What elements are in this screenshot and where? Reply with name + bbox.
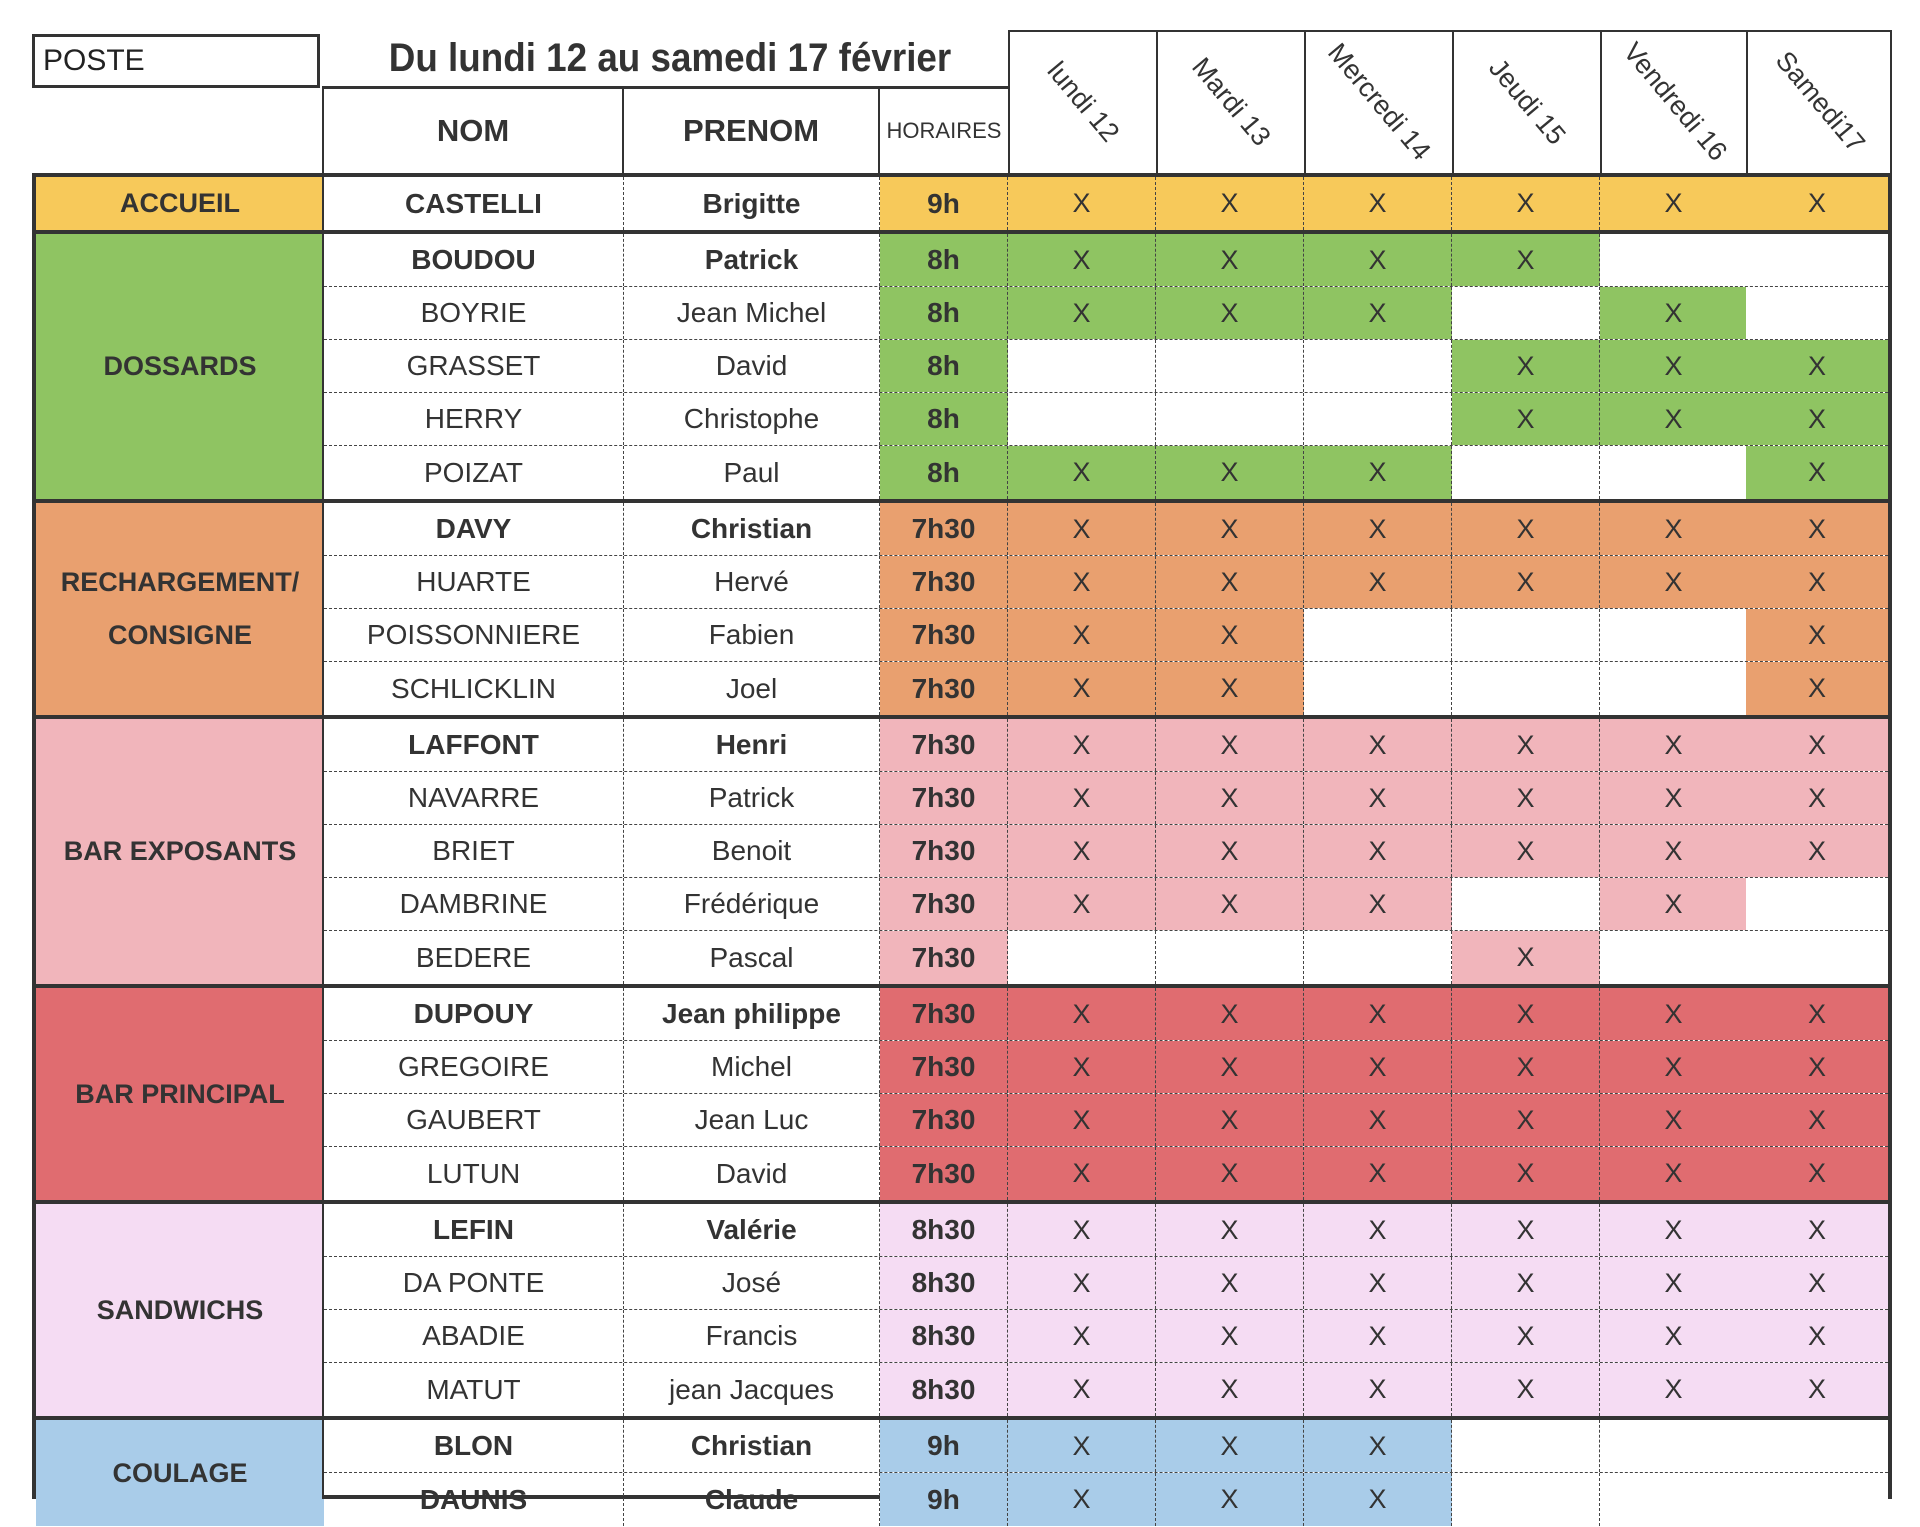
day-cell: X bbox=[1008, 177, 1156, 230]
day-cell: X bbox=[1600, 287, 1748, 339]
table-row bbox=[324, 662, 1888, 715]
day-cell bbox=[1600, 662, 1748, 715]
day-cell: X bbox=[1600, 825, 1748, 877]
day-cell bbox=[1600, 234, 1748, 286]
nom-cell: HERRY bbox=[324, 393, 624, 445]
day-cell: X bbox=[1304, 1473, 1452, 1526]
day-cell: X bbox=[1452, 772, 1600, 824]
day-cell: X bbox=[1156, 446, 1304, 499]
nom-cell: BEDERE bbox=[324, 931, 624, 984]
table-row bbox=[324, 503, 1888, 556]
prenom-cell: Christian bbox=[624, 1420, 880, 1472]
table-row bbox=[324, 340, 1888, 393]
table-row bbox=[324, 825, 1888, 878]
nom-cell: DUPOUY bbox=[324, 988, 624, 1040]
day-cell bbox=[1600, 609, 1748, 661]
nom-cell: ABADIE bbox=[324, 1310, 624, 1362]
day-cell: X bbox=[1746, 1041, 1888, 1093]
nom-cell: DA PONTE bbox=[324, 1257, 624, 1309]
day-header-3 bbox=[1452, 30, 1600, 173]
day-cell: X bbox=[1304, 772, 1452, 824]
horaire-cell: 7h30 bbox=[880, 772, 1008, 824]
prenom-cell: Frédérique bbox=[624, 878, 880, 930]
day-cell bbox=[1746, 287, 1888, 339]
day-cell: X bbox=[1746, 1257, 1888, 1309]
day-cell: X bbox=[1600, 503, 1748, 555]
day-cell: X bbox=[1008, 772, 1156, 824]
section-label: SANDWICHS bbox=[36, 1204, 324, 1416]
day-cell: X bbox=[1156, 1041, 1304, 1093]
day-cell: X bbox=[1746, 446, 1888, 499]
horaire-cell: 7h30 bbox=[880, 825, 1008, 877]
day-cell: X bbox=[1008, 662, 1156, 715]
horaire-cell: 9h bbox=[880, 177, 1008, 230]
day-cell: X bbox=[1746, 825, 1888, 877]
prenom-cell: Jean Michel bbox=[624, 287, 880, 339]
day-cell: X bbox=[1600, 1257, 1748, 1309]
day-cell: X bbox=[1008, 1204, 1156, 1256]
nom-cell: BLON bbox=[324, 1420, 624, 1472]
day-cell: X bbox=[1008, 825, 1156, 877]
day-cell: X bbox=[1304, 825, 1452, 877]
day-cell: X bbox=[1304, 1310, 1452, 1362]
nom-cell: DAMBRINE bbox=[324, 878, 624, 930]
day-cell: X bbox=[1452, 1094, 1600, 1146]
day-cell: X bbox=[1746, 1363, 1888, 1416]
day-cell: X bbox=[1156, 1094, 1304, 1146]
day-cell bbox=[1600, 1473, 1748, 1526]
day-cell bbox=[1156, 393, 1304, 445]
day-cell: X bbox=[1746, 340, 1888, 392]
poste-label: POSTE bbox=[32, 34, 320, 88]
day-cell: X bbox=[1452, 1147, 1600, 1200]
prenom-cell: Pascal bbox=[624, 931, 880, 984]
day-cell: X bbox=[1600, 1041, 1748, 1093]
day-cell: X bbox=[1304, 1094, 1452, 1146]
day-cell: X bbox=[1008, 234, 1156, 286]
day-cell: X bbox=[1156, 878, 1304, 930]
nom-cell: POIZAT bbox=[324, 446, 624, 499]
day-cell: X bbox=[1600, 1147, 1748, 1200]
day-cell: X bbox=[1156, 503, 1304, 555]
day-cell: X bbox=[1156, 287, 1304, 339]
day-cell: X bbox=[1452, 1041, 1600, 1093]
horaire-cell: 8h bbox=[880, 340, 1008, 392]
table-row bbox=[324, 878, 1888, 931]
day-cell: X bbox=[1600, 988, 1748, 1040]
day-cell: X bbox=[1600, 1310, 1748, 1362]
day-cell: X bbox=[1304, 988, 1452, 1040]
day-cell: X bbox=[1746, 772, 1888, 824]
day-cell bbox=[1746, 931, 1888, 984]
table-row bbox=[324, 772, 1888, 825]
schedule-title: Du lundi 12 au samedi 17 février bbox=[388, 36, 952, 80]
prenom-cell: Henri bbox=[624, 719, 880, 771]
prenom-cell: Jean philippe bbox=[624, 988, 880, 1040]
day-cell: X bbox=[1452, 177, 1600, 230]
day-cell: X bbox=[1452, 1204, 1600, 1256]
prenom-cell: Christian bbox=[624, 503, 880, 555]
table-row bbox=[324, 287, 1888, 340]
day-cell: X bbox=[1008, 1310, 1156, 1362]
horaire-cell: 8h30 bbox=[880, 1204, 1008, 1256]
day-cell: X bbox=[1600, 177, 1748, 230]
day-cell: X bbox=[1746, 503, 1888, 555]
day-cell bbox=[1452, 609, 1600, 661]
horaire-cell: 7h30 bbox=[880, 878, 1008, 930]
day-cell: X bbox=[1452, 719, 1600, 771]
day-cell: X bbox=[1600, 772, 1748, 824]
table-row bbox=[324, 1204, 1888, 1257]
day-cell: X bbox=[1008, 556, 1156, 608]
day-cell: X bbox=[1746, 662, 1888, 715]
day-cell: X bbox=[1008, 988, 1156, 1040]
nom-cell: NAVARRE bbox=[324, 772, 624, 824]
day-cell: X bbox=[1008, 1257, 1156, 1309]
day-cell: X bbox=[1452, 556, 1600, 608]
horaire-cell: 7h30 bbox=[880, 1147, 1008, 1200]
section-column-divider bbox=[322, 173, 324, 1499]
day-cell: X bbox=[1746, 177, 1888, 230]
day-cell: X bbox=[1452, 825, 1600, 877]
prenom-cell: Joel bbox=[624, 662, 880, 715]
horaire-cell: 8h bbox=[880, 446, 1008, 499]
horaire-cell: 7h30 bbox=[880, 609, 1008, 661]
day-cell: X bbox=[1600, 393, 1748, 445]
day-cell: X bbox=[1304, 446, 1452, 499]
day-cell: X bbox=[1304, 1363, 1452, 1416]
day-cell: X bbox=[1156, 609, 1304, 661]
prenom-cell: Benoit bbox=[624, 825, 880, 877]
day-cell bbox=[1452, 878, 1600, 930]
day-cell: X bbox=[1156, 1363, 1304, 1416]
day-cell: X bbox=[1008, 503, 1156, 555]
col-header-horaires: HORAIRES bbox=[878, 89, 1008, 173]
nom-cell: GREGOIRE bbox=[324, 1041, 624, 1093]
day-cell: X bbox=[1452, 1257, 1600, 1309]
day-cell: X bbox=[1156, 234, 1304, 286]
day-cell: X bbox=[1156, 556, 1304, 608]
day-cell: X bbox=[1452, 393, 1600, 445]
day-cell: X bbox=[1304, 1420, 1452, 1472]
nom-cell: LEFIN bbox=[324, 1204, 624, 1256]
day-cell: X bbox=[1008, 1363, 1156, 1416]
day-cell: X bbox=[1452, 234, 1600, 286]
horaire-cell: 8h30 bbox=[880, 1363, 1008, 1416]
day-cell: X bbox=[1008, 1473, 1156, 1526]
table-row bbox=[324, 719, 1888, 772]
day-cell: X bbox=[1156, 177, 1304, 230]
day-cell bbox=[1304, 931, 1452, 984]
day-header-label: Samedi17 bbox=[1769, 44, 1871, 158]
day-cell bbox=[1008, 393, 1156, 445]
table-row bbox=[324, 1041, 1888, 1094]
day-header-label: Mardi 13 bbox=[1186, 51, 1277, 152]
day-cell: X bbox=[1304, 1147, 1452, 1200]
nom-cell: GAUBERT bbox=[324, 1094, 624, 1146]
day-cell bbox=[1600, 1420, 1748, 1472]
day-cell: X bbox=[1600, 340, 1748, 392]
day-cell: X bbox=[1304, 719, 1452, 771]
day-cell: X bbox=[1304, 556, 1452, 608]
nom-cell: DAUNIS bbox=[324, 1473, 624, 1526]
day-cell: X bbox=[1304, 1257, 1452, 1309]
nom-cell: GRASSET bbox=[324, 340, 624, 392]
nom-cell: CASTELLI bbox=[324, 177, 624, 230]
horaire-cell: 7h30 bbox=[880, 1041, 1008, 1093]
day-cell: X bbox=[1156, 1420, 1304, 1472]
day-cell: X bbox=[1746, 1204, 1888, 1256]
table-row bbox=[324, 234, 1888, 287]
col-header-nom: NOM bbox=[322, 89, 622, 173]
day-header-label: Jeudi 15 bbox=[1483, 52, 1572, 150]
horaire-cell: 7h30 bbox=[880, 503, 1008, 555]
table-row bbox=[324, 446, 1888, 499]
table-row bbox=[324, 1310, 1888, 1363]
prenom-cell: David bbox=[624, 1147, 880, 1200]
day-cell: X bbox=[1452, 1363, 1600, 1416]
day-cell: X bbox=[1304, 287, 1452, 339]
day-cell: X bbox=[1008, 287, 1156, 339]
nom-cell: POISSONNIERE bbox=[324, 609, 624, 661]
day-cell: X bbox=[1746, 609, 1888, 661]
section-label: BAR EXPOSANTS bbox=[36, 719, 324, 984]
day-cell: X bbox=[1156, 772, 1304, 824]
day-cell: X bbox=[1746, 988, 1888, 1040]
day-cell: X bbox=[1746, 1094, 1888, 1146]
day-cell: X bbox=[1452, 503, 1600, 555]
prenom-cell: Claude bbox=[624, 1473, 880, 1526]
section-label: ACCUEIL bbox=[36, 177, 324, 230]
day-cell bbox=[1452, 446, 1600, 499]
day-cell: X bbox=[1156, 662, 1304, 715]
horaire-cell: 7h30 bbox=[880, 988, 1008, 1040]
day-cell: X bbox=[1304, 878, 1452, 930]
day-cell bbox=[1156, 340, 1304, 392]
table-row bbox=[324, 931, 1888, 984]
horaire-cell: 8h30 bbox=[880, 1310, 1008, 1362]
day-cell: X bbox=[1746, 393, 1888, 445]
prenom-cell: Paul bbox=[624, 446, 880, 499]
day-cell: X bbox=[1008, 1041, 1156, 1093]
day-cell bbox=[1304, 340, 1452, 392]
prenom-cell: David bbox=[624, 340, 880, 392]
day-cell: X bbox=[1156, 1473, 1304, 1526]
day-cell: X bbox=[1008, 446, 1156, 499]
nom-cell: HUARTE bbox=[324, 556, 624, 608]
day-cell: X bbox=[1156, 1147, 1304, 1200]
prenom-cell: Christophe bbox=[624, 393, 880, 445]
day-cell bbox=[1304, 662, 1452, 715]
horaire-cell: 9h bbox=[880, 1473, 1008, 1526]
day-cell bbox=[1452, 287, 1600, 339]
nom-cell: BOUDOU bbox=[324, 234, 624, 286]
table-row bbox=[324, 1420, 1888, 1473]
day-cell bbox=[1008, 931, 1156, 984]
nom-cell: BRIET bbox=[324, 825, 624, 877]
nom-cell: SCHLICKLIN bbox=[324, 662, 624, 715]
day-header-5 bbox=[1746, 30, 1892, 173]
prenom-cell: Valérie bbox=[624, 1204, 880, 1256]
horaire-cell: 7h30 bbox=[880, 662, 1008, 715]
day-cell bbox=[1746, 878, 1888, 930]
day-cell: X bbox=[1452, 340, 1600, 392]
nom-cell: LAFFONT bbox=[324, 719, 624, 771]
prenom-cell: Francis bbox=[624, 1310, 880, 1362]
nom-cell: BOYRIE bbox=[324, 287, 624, 339]
day-cell bbox=[1452, 1473, 1600, 1526]
day-cell: X bbox=[1304, 234, 1452, 286]
day-cell bbox=[1008, 340, 1156, 392]
day-cell: X bbox=[1304, 177, 1452, 230]
day-cell bbox=[1156, 931, 1304, 984]
table-row bbox=[324, 393, 1888, 446]
day-header-label: Mercredi 14 bbox=[1322, 36, 1437, 166]
day-cell: X bbox=[1008, 1147, 1156, 1200]
day-cell: X bbox=[1304, 1041, 1452, 1093]
col-header-prenom: PRENOM bbox=[622, 89, 878, 173]
prenom-cell: José bbox=[624, 1257, 880, 1309]
nom-cell: DAVY bbox=[324, 503, 624, 555]
horaire-cell: 7h30 bbox=[880, 1094, 1008, 1146]
day-cell bbox=[1600, 931, 1748, 984]
nom-cell: LUTUN bbox=[324, 1147, 624, 1200]
horaire-cell: 8h bbox=[880, 393, 1008, 445]
day-header-4 bbox=[1600, 30, 1748, 173]
prenom-cell: Jean Luc bbox=[624, 1094, 880, 1146]
day-cell: X bbox=[1156, 719, 1304, 771]
day-header-0 bbox=[1008, 30, 1156, 173]
day-cell bbox=[1452, 662, 1600, 715]
prenom-cell: Patrick bbox=[624, 234, 880, 286]
day-cell: X bbox=[1746, 1310, 1888, 1362]
day-cell: X bbox=[1600, 719, 1748, 771]
day-cell: X bbox=[1304, 503, 1452, 555]
day-cell: X bbox=[1452, 1310, 1600, 1362]
day-cell: X bbox=[1600, 1363, 1748, 1416]
table-row bbox=[324, 988, 1888, 1041]
horaire-cell: 7h30 bbox=[880, 719, 1008, 771]
day-cell: X bbox=[1156, 1310, 1304, 1362]
day-header-1 bbox=[1156, 30, 1304, 173]
day-cell: X bbox=[1746, 1147, 1888, 1200]
section-label: DOSSARDS bbox=[36, 234, 324, 499]
day-cell bbox=[1746, 1420, 1888, 1472]
horaire-cell: 7h30 bbox=[880, 931, 1008, 984]
section-label: BAR PRINCIPAL bbox=[36, 988, 324, 1200]
prenom-cell: Fabien bbox=[624, 609, 880, 661]
day-cell: X bbox=[1746, 719, 1888, 771]
table-row bbox=[324, 1473, 1888, 1526]
day-cell: X bbox=[1746, 556, 1888, 608]
day-cell: X bbox=[1156, 1257, 1304, 1309]
horaire-cell: 7h30 bbox=[880, 556, 1008, 608]
day-cell: X bbox=[1008, 878, 1156, 930]
day-cell: X bbox=[1600, 878, 1748, 930]
day-header-label: Vendredi 16 bbox=[1617, 36, 1734, 167]
section-label: RECHARGEMENT/ CONSIGNE bbox=[36, 503, 324, 715]
table-row bbox=[324, 1147, 1888, 1200]
day-cell: X bbox=[1008, 1420, 1156, 1472]
table-row bbox=[324, 609, 1888, 662]
day-cell: X bbox=[1008, 609, 1156, 661]
day-cell bbox=[1600, 446, 1748, 499]
prenom-cell: Brigitte bbox=[624, 177, 880, 230]
day-cell: X bbox=[1452, 931, 1600, 984]
day-cell: X bbox=[1008, 719, 1156, 771]
day-cell: X bbox=[1304, 1204, 1452, 1256]
day-header-label: lundi 12 bbox=[1041, 55, 1126, 148]
horaire-cell: 9h bbox=[880, 1420, 1008, 1472]
nom-cell: MATUT bbox=[324, 1363, 624, 1416]
table-row bbox=[324, 177, 1888, 230]
table-row bbox=[324, 1257, 1888, 1310]
day-cell: X bbox=[1156, 988, 1304, 1040]
prenom-cell: Patrick bbox=[624, 772, 880, 824]
day-header-2 bbox=[1304, 30, 1452, 173]
prenom-cell: Hervé bbox=[624, 556, 880, 608]
horaire-cell: 8h30 bbox=[880, 1257, 1008, 1309]
day-cell: X bbox=[1156, 825, 1304, 877]
day-cell: X bbox=[1008, 1094, 1156, 1146]
day-cell: X bbox=[1600, 1204, 1748, 1256]
day-cell: X bbox=[1452, 988, 1600, 1040]
table-row bbox=[324, 1363, 1888, 1416]
day-cell: X bbox=[1600, 1094, 1748, 1146]
day-cell bbox=[1746, 1473, 1888, 1526]
horaire-cell: 8h bbox=[880, 287, 1008, 339]
day-cell: X bbox=[1156, 1204, 1304, 1256]
day-cell bbox=[1452, 1420, 1600, 1472]
day-cell: X bbox=[1600, 556, 1748, 608]
table-row bbox=[324, 1094, 1888, 1147]
section-label: COULAGE bbox=[36, 1420, 324, 1526]
table-row bbox=[324, 556, 1888, 609]
horaire-cell: 8h bbox=[880, 234, 1008, 286]
prenom-cell: jean Jacques bbox=[624, 1363, 880, 1416]
day-cell bbox=[1746, 234, 1888, 286]
day-cell bbox=[1304, 393, 1452, 445]
day-cell bbox=[1304, 609, 1452, 661]
prenom-cell: Michel bbox=[624, 1041, 880, 1093]
